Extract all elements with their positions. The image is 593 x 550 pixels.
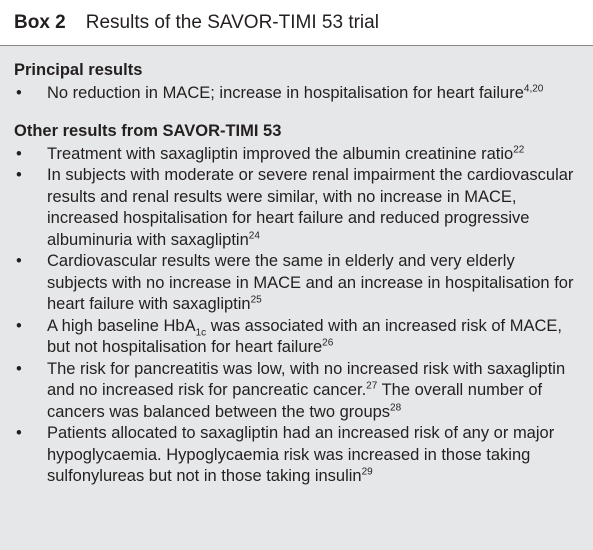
item-text: Patients allocated to saxagliptin had an increased risk of any or major hypoglycaemia. Hypoglycaemia risk was increased in those taking sulfonylureas but not in those taking insulin — [47, 424, 555, 485]
item-text: Cardiovascular results were the same in elderly and very elderly subjects with no increase in MACE and an increase in hospitalisation for heart failure with saxagliptin — [47, 252, 574, 313]
hba1c-subscript: 1c — [195, 326, 207, 338]
bullet-icon: • — [16, 166, 22, 184]
list-item — [14, 144, 579, 166]
reference-superscript: 25 — [250, 294, 262, 306]
box-header — [0, 0, 593, 46]
list-item — [14, 83, 579, 105]
reference-superscript: 26 — [322, 337, 334, 349]
bullet-list — [14, 83, 579, 105]
section-other-results — [14, 121, 579, 488]
section-heading: Principal results — [14, 61, 143, 79]
bullet-icon: • — [16, 252, 22, 270]
item-text: was associated with an increased risk of MACE, but not hospitalisation for heart failure — [47, 316, 562, 356]
list-item — [14, 165, 579, 251]
reference-superscript: 27 — [366, 380, 378, 392]
bullet-icon: • — [16, 316, 22, 335]
reference-superscript: 4,20 — [523, 83, 544, 95]
section-principal-results — [14, 60, 579, 105]
box-content — [0, 46, 593, 550]
bullet-icon: • — [16, 84, 22, 102]
bullet-icon: • — [16, 144, 22, 163]
list-item — [14, 316, 579, 359]
box-title: Results of the SAVOR-TIMI 53 trial — [85, 11, 379, 33]
bullet-list — [14, 144, 579, 488]
list-item — [14, 423, 579, 488]
item-text: Treatment with saxagliptin improved the albumin creatinine ratio — [47, 144, 514, 163]
section-heading: Other results from SAVOR-TIMI 53 — [14, 121, 282, 140]
reference-superscript: 22 — [513, 144, 525, 155]
reference-superscript: 28 — [390, 402, 402, 413]
bullet-icon: • — [16, 359, 22, 378]
list-item — [14, 359, 579, 424]
item-text: In subjects with moderate or severe renal impairment the cardiovascular results and renal results were similar, with no increase in MACE, increased hospitalisation for heart failure and reduced progressive albuminuria with saxagliptin — [47, 166, 574, 249]
list-item — [14, 251, 579, 316]
box-label: Box 2 — [14, 11, 66, 33]
item-text: No reduction in MACE; increase in hospitalisation for heart failure — [47, 84, 524, 102]
item-text-after: The overall number of cancers was balanced between the two groups — [47, 381, 543, 421]
reference-superscript: 24 — [248, 230, 260, 241]
bullet-icon: • — [16, 424, 22, 442]
item-text: The risk for pancreatitis was low, with no increased risk with saxagliptin and no increased risk for pancreatic cancer. — [47, 359, 566, 399]
item-text-before: A high baseline HbA — [47, 316, 196, 335]
reference-superscript: 29 — [361, 466, 373, 478]
